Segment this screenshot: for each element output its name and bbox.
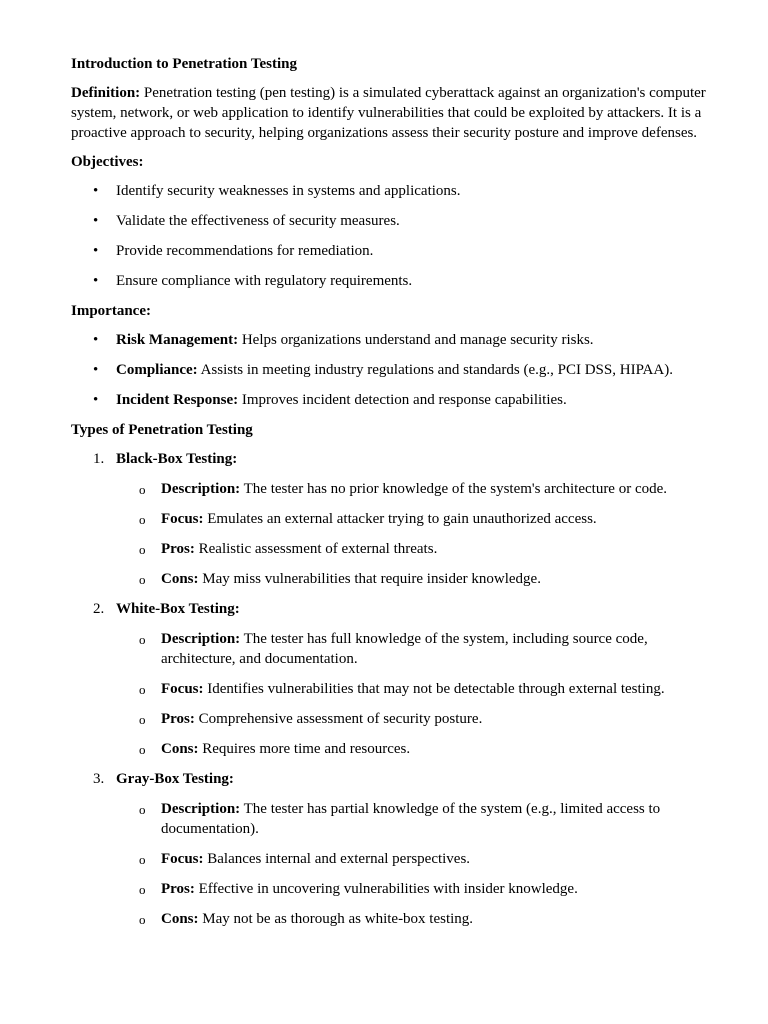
list-item: • Provide recommendations for remediation. (71, 241, 708, 261)
importance-list (71, 330, 708, 410)
list-number: 2. (93, 601, 105, 617)
detail-text: Balances internal and external perspectives. (203, 851, 471, 867)
list-number: 3. (93, 771, 105, 787)
objectives-heading: Objectives: (71, 154, 144, 170)
importance-heading: Importance: (71, 303, 151, 319)
detail-text: Realistic assessment of external threats. (194, 541, 438, 557)
detail-label: Description: (161, 631, 241, 647)
types-heading: Types of Penetration Testing (71, 422, 253, 438)
detail-label: Cons: (161, 741, 199, 757)
list-number: 1. (93, 451, 105, 467)
detail-text: The tester has partial knowledge of the system (e.g., limited access to documentation). (161, 801, 661, 837)
detail-item (116, 909, 708, 929)
detail-item (116, 709, 708, 729)
detail-item (116, 629, 708, 669)
list-item: • Validate the effectiveness of security measures. (71, 211, 708, 231)
type-title: Gray-Box Testing: (116, 771, 234, 787)
list-item: • Ensure compliance with regulatory requirements. (71, 271, 708, 291)
detail-item (116, 509, 708, 529)
item-text: Assists in meeting industry regulations and standards (e.g., PCI DSS, HIPAA). (197, 362, 673, 378)
detail-text: May not be as thorough as white-box testing. (198, 911, 474, 927)
definition-text: Penetration testing (pen testing) is a simulated cyberattack against an organization's computer system, network, or web application to identify vulnerabilities that could be exploited by attackers. It is a proactive approach to security, helping organizations assess their security posture and improve defenses. (71, 85, 706, 141)
objectives-list (71, 181, 708, 291)
detail-item (116, 539, 708, 559)
detail-label: Description: (161, 481, 241, 497)
definition-label: Definition: (71, 85, 141, 101)
item-text: Improves incident detection and response capabilities. (238, 392, 567, 408)
list-item (71, 360, 708, 380)
detail-item (116, 799, 708, 839)
type-item-gray-box (71, 769, 708, 929)
item-label: Compliance: (116, 362, 198, 378)
definition-paragraph (71, 83, 708, 143)
detail-label: Description: (161, 801, 241, 817)
document-title: Introduction to Penetration Testing (71, 56, 297, 72)
detail-item (116, 879, 708, 899)
detail-item (116, 479, 708, 499)
list-item (71, 330, 708, 350)
detail-item (116, 849, 708, 869)
detail-label: Cons: (161, 911, 199, 927)
type-title: White-Box Testing: (116, 601, 240, 617)
type-details (116, 799, 708, 929)
type-title: Black-Box Testing: (116, 451, 238, 467)
detail-label: Pros: (161, 541, 195, 557)
item-text: Helps organizations understand and manage security risks. (238, 332, 594, 348)
type-details (116, 629, 708, 759)
detail-text: The tester has no prior knowledge of the system's architecture or code. (240, 481, 668, 497)
detail-label: Focus: (161, 681, 204, 697)
types-list (71, 449, 708, 929)
detail-item (116, 739, 708, 759)
detail-item (116, 679, 708, 699)
detail-text: Identifies vulnerabilities that may not be detectable through external testing. (203, 681, 665, 697)
detail-label: Focus: (161, 851, 204, 867)
detail-label: Pros: (161, 881, 195, 897)
item-label: Incident Response: (116, 392, 239, 408)
detail-text: May miss vulnerabilities that require insider knowledge. (198, 571, 541, 587)
detail-item (116, 569, 708, 589)
list-item (71, 390, 708, 410)
detail-text: Comprehensive assessment of security posture. (194, 711, 483, 727)
detail-text: Effective in uncovering vulnerabilities with insider knowledge. (194, 881, 578, 897)
list-item: • Identify security weaknesses in systems and applications. (71, 181, 708, 201)
detail-text: Emulates an external attacker trying to gain unauthorized access. (203, 511, 597, 527)
detail-label: Focus: (161, 511, 204, 527)
item-label: Risk Management: (116, 332, 239, 348)
type-details (116, 479, 708, 589)
type-item-white-box (71, 599, 708, 759)
detail-text: The tester has full knowledge of the system, including source code, architecture, and documentation. (161, 631, 648, 667)
type-item-black-box (71, 449, 708, 589)
detail-label: Pros: (161, 711, 195, 727)
detail-label: Cons: (161, 571, 199, 587)
detail-text: Requires more time and resources. (198, 741, 411, 757)
